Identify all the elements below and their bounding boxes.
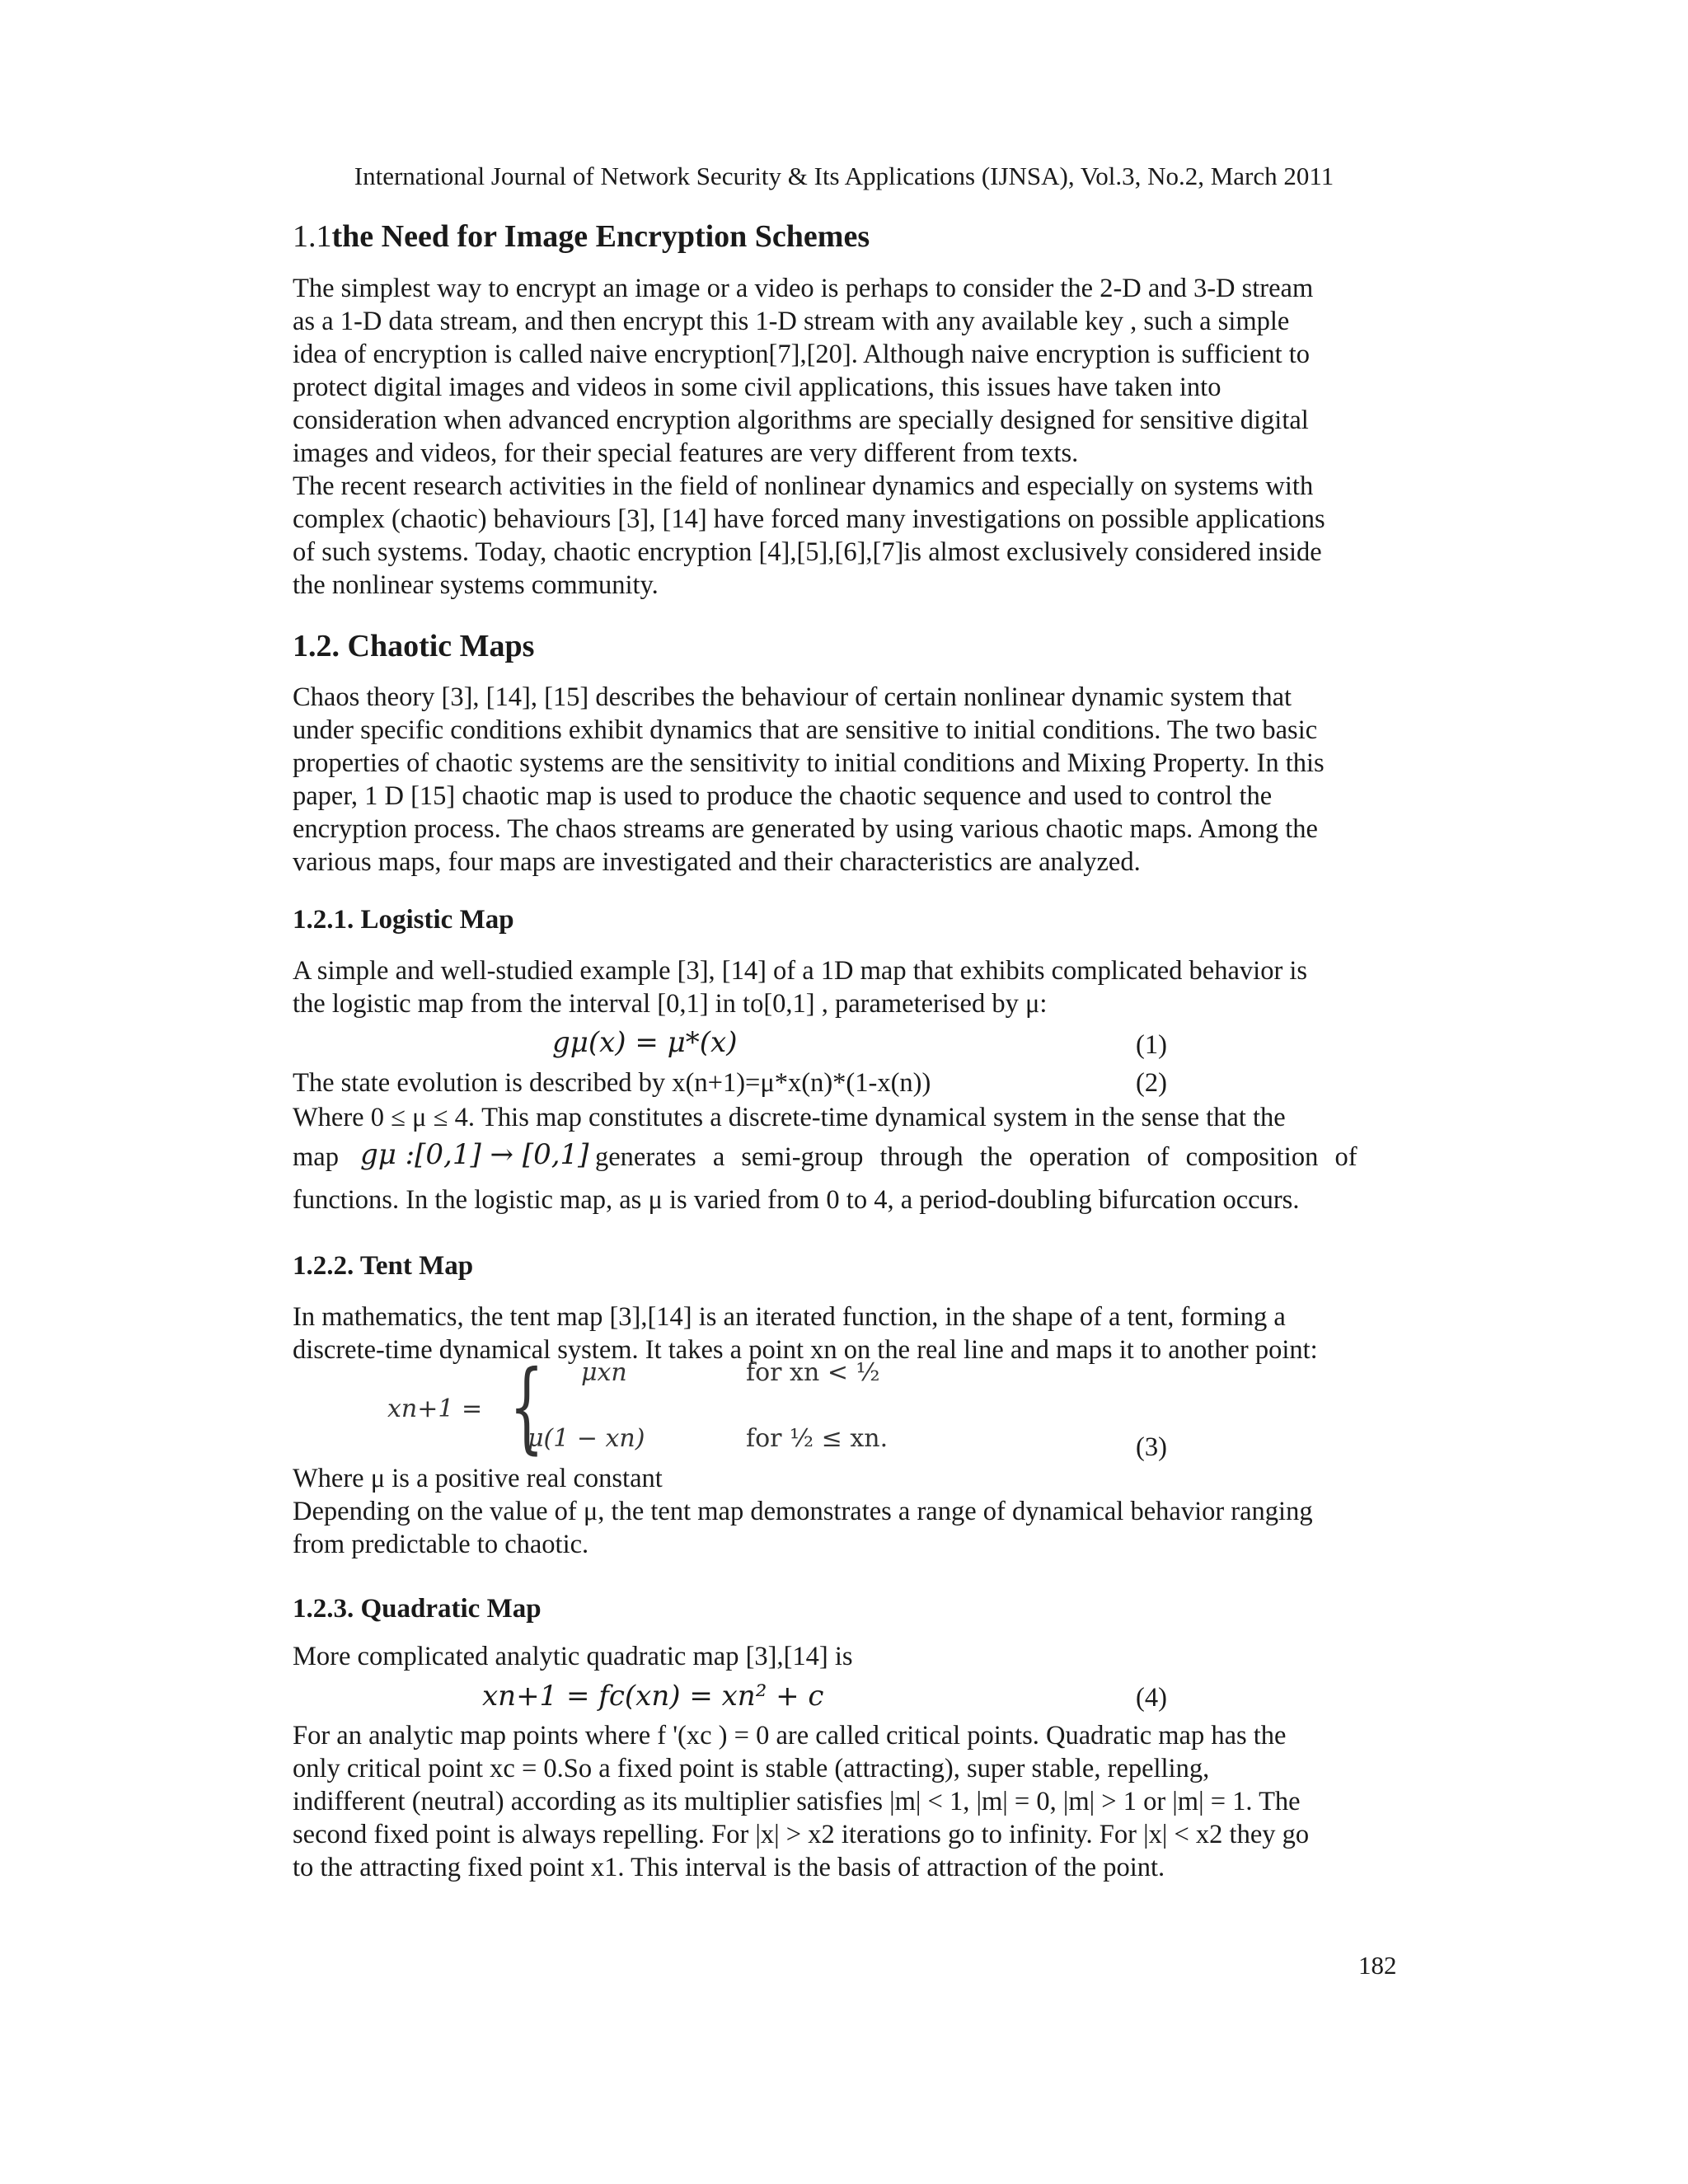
functions-line: functions. In the logistic map, as μ is varied from 0 to 4, a period-doubling bifurcation occurs. <box>293 1185 1300 1215</box>
text-line: The recent research activities in the field of nonlinear dynamics and especially on systems with <box>293 471 1314 501</box>
equation-3-brace: { <box>509 1350 544 1465</box>
text-line: paper, 1 D [15] chaotic map is used to produce the chaotic sequence and used to control the <box>293 781 1273 811</box>
equation-3-case1-expr: μxn <box>581 1358 627 1387</box>
text-line: of such systems. Today, chaotic encryption [4],[5],[6],[7]is almost exclusively considered inside <box>293 537 1322 567</box>
text-line: encryption process. The chaos streams are generated by using various chaotic maps. Among the <box>293 814 1318 844</box>
text-line: to the attracting fixed point x1. This interval is the basis of attraction of the point. <box>293 1853 1165 1882</box>
equation-3-lhs: xn+1 = <box>387 1394 483 1423</box>
text-line: Chaos theory [3], [14], [15] describes the behaviour of certain nonlinear dynamic system that <box>293 682 1292 712</box>
text-line: only critical point xc = 0.So a fixed point is stable (attracting), super stable, repelling, <box>293 1754 1210 1783</box>
equation-4: xn+1 = fc(xn) = xn² + c <box>482 1680 824 1713</box>
equation-3-case2-cond: for ½ ≤ xn. <box>746 1424 889 1453</box>
quadratic-intro: More complicated analytic quadratic map [3],[14] is <box>293 1642 853 1671</box>
equation-number-2: (2) <box>1136 1068 1167 1098</box>
running-header: International Journal of Network Security & Its Applications (IJNSA), Vol.3, No.2, March 2011 <box>354 162 1334 190</box>
logistic-where <box>293 1101 1395 1134</box>
subsection-heading-1-2-3: 1.2.3. Quadratic Map <box>293 1594 542 1624</box>
section-heading-1-1 <box>293 218 870 255</box>
state-evolution-text: The state evolution is described by x(n+1)=μ*x(n)*(1-x(n)) <box>293 1068 931 1098</box>
text-line: images and videos, for their special features are very different from texts. <box>293 438 1079 468</box>
equation-number-1: (1) <box>1136 1030 1167 1060</box>
quadratic-body <box>293 1719 1395 1884</box>
text-line: indifferent (neutral) according as its multiplier satisfies |m| < 1, |m| = 0, |m| > 1 or |m| = 1. The <box>293 1787 1301 1816</box>
subsection-heading-1-2-1: 1.2.1. Logistic Map <box>293 905 514 935</box>
text-line: idea of encryption is called naive encryption[7],[20]. Although naive encryption is sufficient to <box>293 340 1311 369</box>
text-line: various maps, four maps are investigated and their characteristics are analyzed. <box>293 847 1141 877</box>
text-line: second fixed point is always repelling. For |x| > x2 iterations go to infinity. For |x| < x2 they go <box>293 1820 1310 1849</box>
section-1-2-body <box>293 681 1395 879</box>
section-1-1-body <box>293 272 1395 602</box>
text-line: properties of chaotic systems are the sensitivity to initial conditions and Mixing Property. In this <box>293 748 1325 778</box>
text-line: consideration when advanced encryption algorithms are specially designed for sensitive digital <box>293 405 1309 435</box>
map-rest-text: generates a semi-group through the operation of composition of <box>595 1142 1357 1172</box>
tent-where: Where μ is a positive real constant <box>293 1464 663 1493</box>
equation-3-case2-expr: μ(1 − xn) <box>528 1424 645 1453</box>
equation-number-4: (4) <box>1136 1683 1167 1713</box>
text-line: the nonlinear systems community. <box>293 570 659 600</box>
tent-depending <box>293 1495 1395 1561</box>
text-line: as a 1-D data stream, and then encrypt this 1-D stream with any available key , such a simple <box>293 307 1290 336</box>
text-line: Where 0 ≤ μ ≤ 4. This map constitutes a discrete-time dynamical system in the sense that the <box>293 1103 1286 1132</box>
page-number: 182 <box>1358 1951 1397 1980</box>
text-line: In mathematics, the tent map [3],[14] is an iterated function, in the shape of a tent, forming a <box>293 1302 1286 1332</box>
text-line: Depending on the value of μ, the tent map demonstrates a range of dynamical behavior ranging <box>293 1497 1313 1526</box>
equation-number-3: (3) <box>1136 1432 1167 1462</box>
text-line: discrete-time dynamical system. It takes a point xn on the real line and maps it to another point: <box>293 1335 1318 1365</box>
map-expression: gμ :[0,1] → [0,1] <box>360 1138 589 1171</box>
text-line: from predictable to chaotic. <box>293 1530 589 1559</box>
subsection-heading-1-2-2: 1.2.2. Tent Map <box>293 1251 474 1281</box>
section-title: the Need for Image Encryption Schemes <box>331 219 870 254</box>
equation-1: gμ(x) = μ*(x) <box>552 1026 738 1059</box>
text-line: For an analytic map points where f '(xc ) = 0 are called critical points. Quadratic map has the <box>293 1721 1287 1750</box>
section-number: 1.1 <box>293 219 332 254</box>
text-line: protect digital images and videos in some civil applications, this issues have taken into <box>293 373 1221 402</box>
text-line: under specific conditions exhibit dynamics that are sensitive to initial conditions. The two basic <box>293 715 1318 745</box>
text-line: The simplest way to encrypt an image or a video is perhaps to consider the 2-D and 3-D stream <box>293 274 1314 303</box>
text-line: A simple and well-studied example [3], [14] of a 1D map that exhibits complicated behavior is <box>293 956 1308 986</box>
tent-intro <box>293 1301 1395 1366</box>
map-word: map <box>293 1142 339 1172</box>
text-line: complex (chaotic) behaviours [3], [14] have forced many investigations on possible applications <box>293 504 1325 534</box>
text-line: the logistic map from the interval [0,1] in to[0,1] , parameterised by μ: <box>293 989 1048 1019</box>
logistic-intro <box>293 954 1395 1020</box>
equation-3-case1-cond: for xn < ½ <box>746 1358 880 1387</box>
section-heading-1-2: 1.2. Chaotic Maps <box>293 629 535 663</box>
